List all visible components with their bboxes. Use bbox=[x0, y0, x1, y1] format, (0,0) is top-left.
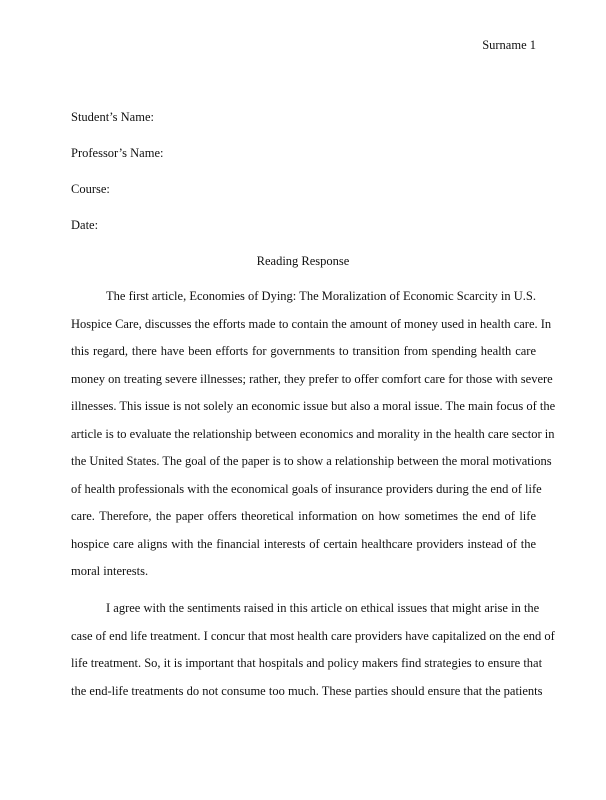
paragraph-line: moral interests. bbox=[71, 564, 149, 578]
student-name-line: Student’s Name: bbox=[71, 110, 154, 124]
professor-name-line: Professor’s Name: bbox=[71, 146, 164, 160]
paragraph-line: the end-life treatments do not consume too much. These parties should ensure that the patients bbox=[71, 683, 543, 698]
paragraph-line: case of end life treatment. I concur that most health care providers have capitalized on the end of bbox=[71, 628, 555, 643]
paragraph-2 bbox=[71, 595, 555, 705]
paragraph-line: Hospice Care, discusses the efforts made to contain the amount of money used in health care. In bbox=[71, 316, 552, 331]
paragraph-line: article is to evaluate the relationship between economics and morality in the health care sector in bbox=[71, 426, 555, 441]
course-line: Course: bbox=[71, 182, 110, 196]
paragraph-line: this regard, there have been efforts for governments to transition from spending health care bbox=[71, 344, 536, 358]
document-title: Reading Response bbox=[256, 254, 350, 268]
paragraph-line: life treatment. So, it is important that hospitals and policy makers find strategies to ensure that bbox=[71, 656, 543, 670]
paragraph-line: money on treating severe illnesses; rather, they prefer to offer comfort care for those with severe bbox=[71, 371, 553, 386]
paragraph-line: The first article, Economies of Dying: The Moralization of Economic Scarcity in U.S. bbox=[106, 289, 536, 303]
running-head: Surname 1 bbox=[482, 38, 536, 52]
paragraph-1 bbox=[71, 283, 556, 586]
paragraph-line: I agree with the sentiments raised in this article on ethical issues that might arise in the bbox=[106, 601, 540, 615]
paragraph-line: illnesses. This issue is not solely an economic issue but also a moral issue. The main focus of the bbox=[71, 399, 556, 413]
paragraph-line: hospice care aligns with the financial interests of certain healthcare providers instead of the bbox=[71, 536, 536, 551]
paragraph-line: the United States. The goal of the paper is to show a relationship between the moral motivations bbox=[71, 454, 552, 468]
date-line: Date: bbox=[71, 218, 99, 232]
paragraph-line: care. Therefore, the paper offers theoretical information on how sometimes the end of life bbox=[71, 509, 536, 523]
paragraph-line: of health professionals with the economical goals of insurance providers during the end of life bbox=[71, 481, 542, 496]
